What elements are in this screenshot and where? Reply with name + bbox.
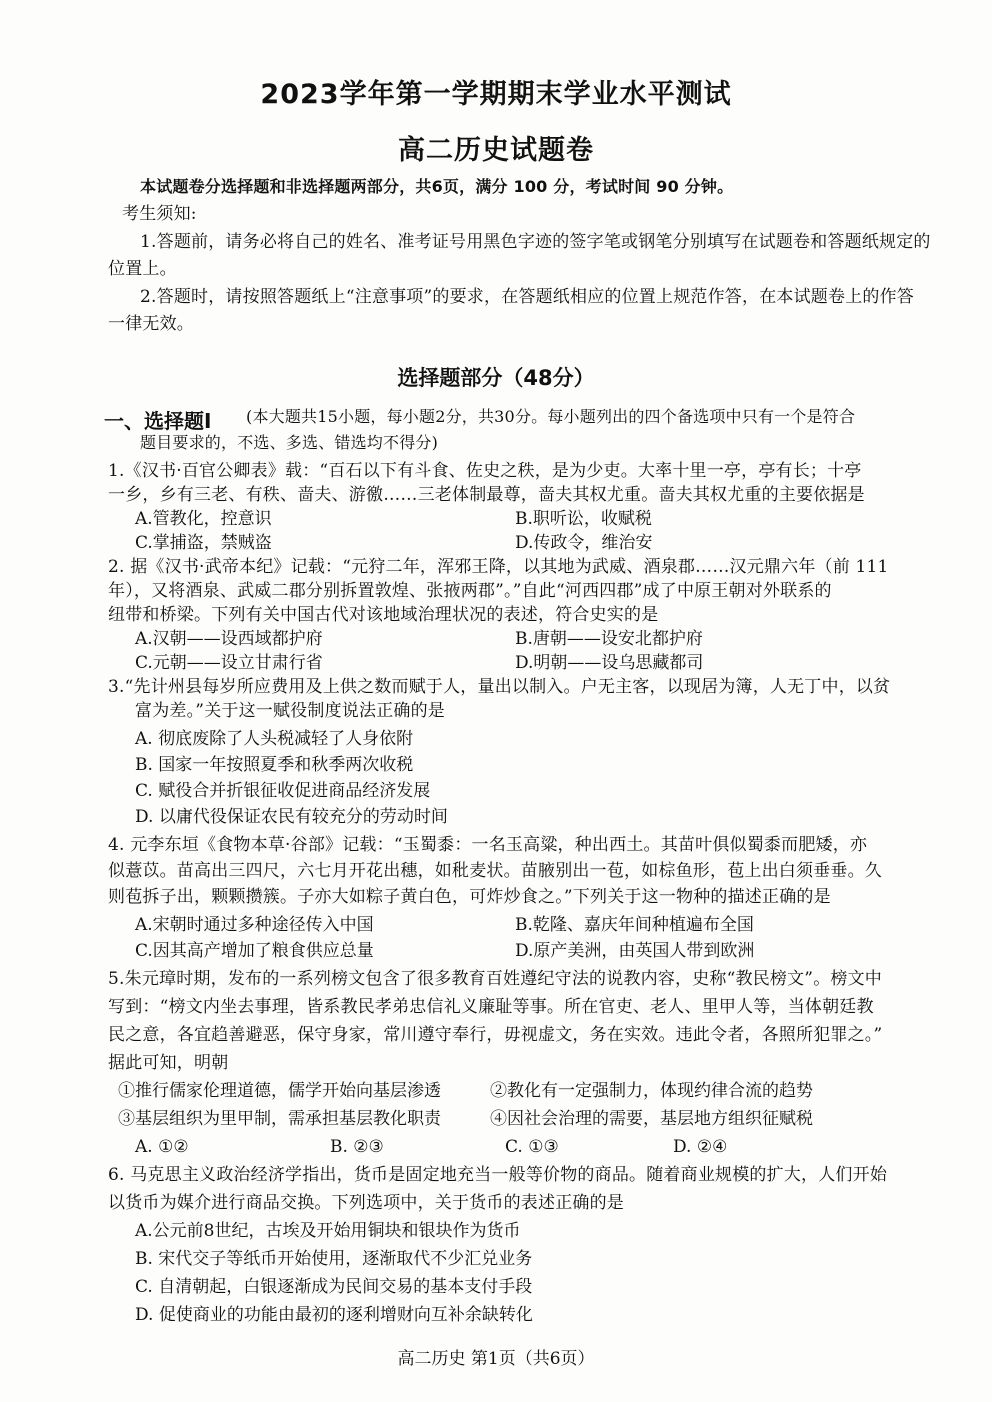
option-b: B.唐朝——设安北都护府 [515, 629, 703, 649]
part-description-line-2: 题目要求的，不选、多选、错选均不得分) [140, 433, 439, 452]
option-c: C.因其高产增加了粮食供应总量 [135, 941, 374, 961]
part-description-line-1: (本大题共15小题，每小题2分，共30分。每小题列出的四个备选项中只有一个是符合 [246, 407, 856, 426]
question-text-line: 5.朱元璋时期，发布的一系列榜文包含了很多教育百姓遵纪守法的说教内容，史称“教民榜文”。榜文中 [108, 969, 882, 989]
option-b: B.乾隆、嘉庆年间种植遍布全国 [515, 915, 754, 935]
question-text-line: 似薏苡。苗高出三四尺，六七月开花出穗，如秕麦状。苗腋别出一苞，如棕鱼形，苞上出白须垂垂。久 [108, 861, 882, 881]
option-d: D. 以庸代役保证农民有较充分的劳动时间 [135, 807, 448, 827]
question-text-line: 年），又将酒泉、武威二郡分别拆置敦煌、张掖两郡”。”自此“河西四郡”成了中原王朝对外联系的 [108, 581, 832, 601]
option-c: C. 赋役合并折银征收促进商品经济发展 [135, 781, 431, 801]
question-text-line: 一乡，乡有三老、有秩、啬夫、游徼……三老体制最尊，啬夫其权尤重。啬夫其权尤重的主要依据是 [108, 485, 865, 505]
question-text-line: 则苞拆子出，颗颗攒簇。子亦大如粽子黄白色，可炸炒食之。”下列关于这一物种的描述正确的是 [108, 887, 831, 907]
option-a: A.公元前8世纪，古埃及开始用铜块和银块作为货币 [135, 1221, 521, 1241]
question-text-line: 据此可知，明朝 [108, 1053, 229, 1073]
option-b: B. 宋代交子等纸币开始使用，逐渐取代不少汇兑业务 [135, 1249, 533, 1269]
question-text-line: 富为差。”关于这一赋役制度说法正确的是 [135, 701, 445, 721]
option-d: D. ②④ [673, 1137, 728, 1157]
notice-heading: 考生须知: [122, 204, 197, 224]
option-a: A. 彻底废除了人头税减轻了人身依附 [135, 729, 414, 749]
statement-3: ③基层组织为里甲制，需承担基层教化职责 [118, 1109, 441, 1129]
option-c: C.掌捕盗，禁贼盗 [135, 533, 272, 553]
statement-2: ②教化有一定强制力，体现约律合流的趋势 [490, 1081, 813, 1101]
question-text-line: 纽带和桥梁。下列有关中国古代对该地域治理状况的表述，符合史实的是 [108, 605, 659, 625]
question-text-line: 4. 元李东垣《食物本草·谷部》记载：“玉蜀黍：一名玉高粱，种出西土。其苗叶俱似蜀黍而肥矮，亦 [108, 835, 868, 855]
rule-2-line-1: 2.答题时，请按照答题纸上“注意事项”的要求，在答题纸相应的位置上规范作答，在本试题卷上的作答 [140, 287, 914, 307]
question-text-line: 民之意，各宜趋善避恶，保守身家，常川遵守奉行，毋视虚文，务在实效。违此令者，各照所犯罪之。” [108, 1025, 883, 1045]
option-d: D. 促使商业的功能由最初的逐利增财向互补余缺转化 [135, 1305, 533, 1325]
option-a: A.宋朝时通过多种途径传入中国 [135, 915, 374, 935]
option-b: B.职听讼，收赋税 [515, 509, 652, 529]
statement-1: ①推行儒家伦理道德，儒学开始向基层渗透 [118, 1081, 441, 1101]
option-a: A. ①② [135, 1137, 189, 1157]
exam-title: 2023学年第一学期期末学业水平测试 [260, 79, 732, 110]
exam-summary: 本试题卷分选择题和非选择题两部分，共6页，满分 100 分，考试时间 90 分钟。 [140, 177, 734, 196]
rule-1-line-1: 1.答题前，请务必将自己的姓名、准考证号用黑色字迹的签字笔或钢笔分别填写在试题卷和答题纸规定的 [140, 232, 931, 252]
question-text-line: 以货币为媒介进行商品交换。下列选项中，关于货币的表述正确的是 [108, 1193, 624, 1213]
option-c: C. ①③ [505, 1137, 559, 1157]
statement-4: ④因社会治理的需要，基层地方组织征赋税 [490, 1109, 813, 1129]
option-a: A.管教化，控意识 [135, 509, 272, 529]
exam-subtitle: 高二历史试题卷 [398, 135, 594, 166]
option-b: B. ②③ [330, 1137, 384, 1157]
question-text-line: 2. 据《汉书·武帝本纪》记载：“元狩二年，浑邪王降，以其地为武威、酒泉郡……汉元鼎六年（前 111 [108, 557, 889, 577]
question-text-line: 3.“先计州县每岁所应费用及上供之数而赋于人，量出以制入。户无主客，以现居为簿，人无丁中，以贫 [108, 677, 891, 697]
page-footer: 高二历史 第1页（共6页） [397, 1349, 595, 1369]
question-text-line: 6. 马克思主义政治经济学指出，货币是固定地充当一般等价物的商品。随着商业规模的扩大，人们开始 [108, 1165, 888, 1185]
option-c: C.元朝——设立甘肃行省 [135, 653, 323, 673]
option-a: A.汉朝——设西域都护府 [135, 629, 323, 649]
option-d: D.原产美洲，由英国人带到欧洲 [515, 941, 755, 961]
section-title: 选择题部分（48分） [397, 366, 595, 390]
part-label: 一、选择题Ⅰ [104, 409, 212, 433]
question-text-line: 写到：“榜文内坐去事理，皆系教民孝弟忠信礼义廉耻等事。所在官吏、老人、里甲人等，当体朝廷教 [108, 997, 874, 1017]
option-b: B. 国家一年按照夏季和秋季两次收税 [135, 755, 414, 775]
question-text-line: 1.《汉书·百官公卿表》载：“百石以下有斗食、佐史之秩，是为少吏。大率十里一亭，亭有长；十亭 [108, 461, 862, 481]
option-d: D.传政令，维治安 [515, 533, 653, 553]
rule-2-line-2: 一律无效。 [108, 314, 194, 334]
option-d: D.明朝——设乌思藏都司 [515, 653, 704, 673]
rule-1-line-2: 位置上。 [108, 259, 177, 279]
option-c: C. 自清朝起，白银逐渐成为民间交易的基本支付手段 [135, 1277, 533, 1297]
